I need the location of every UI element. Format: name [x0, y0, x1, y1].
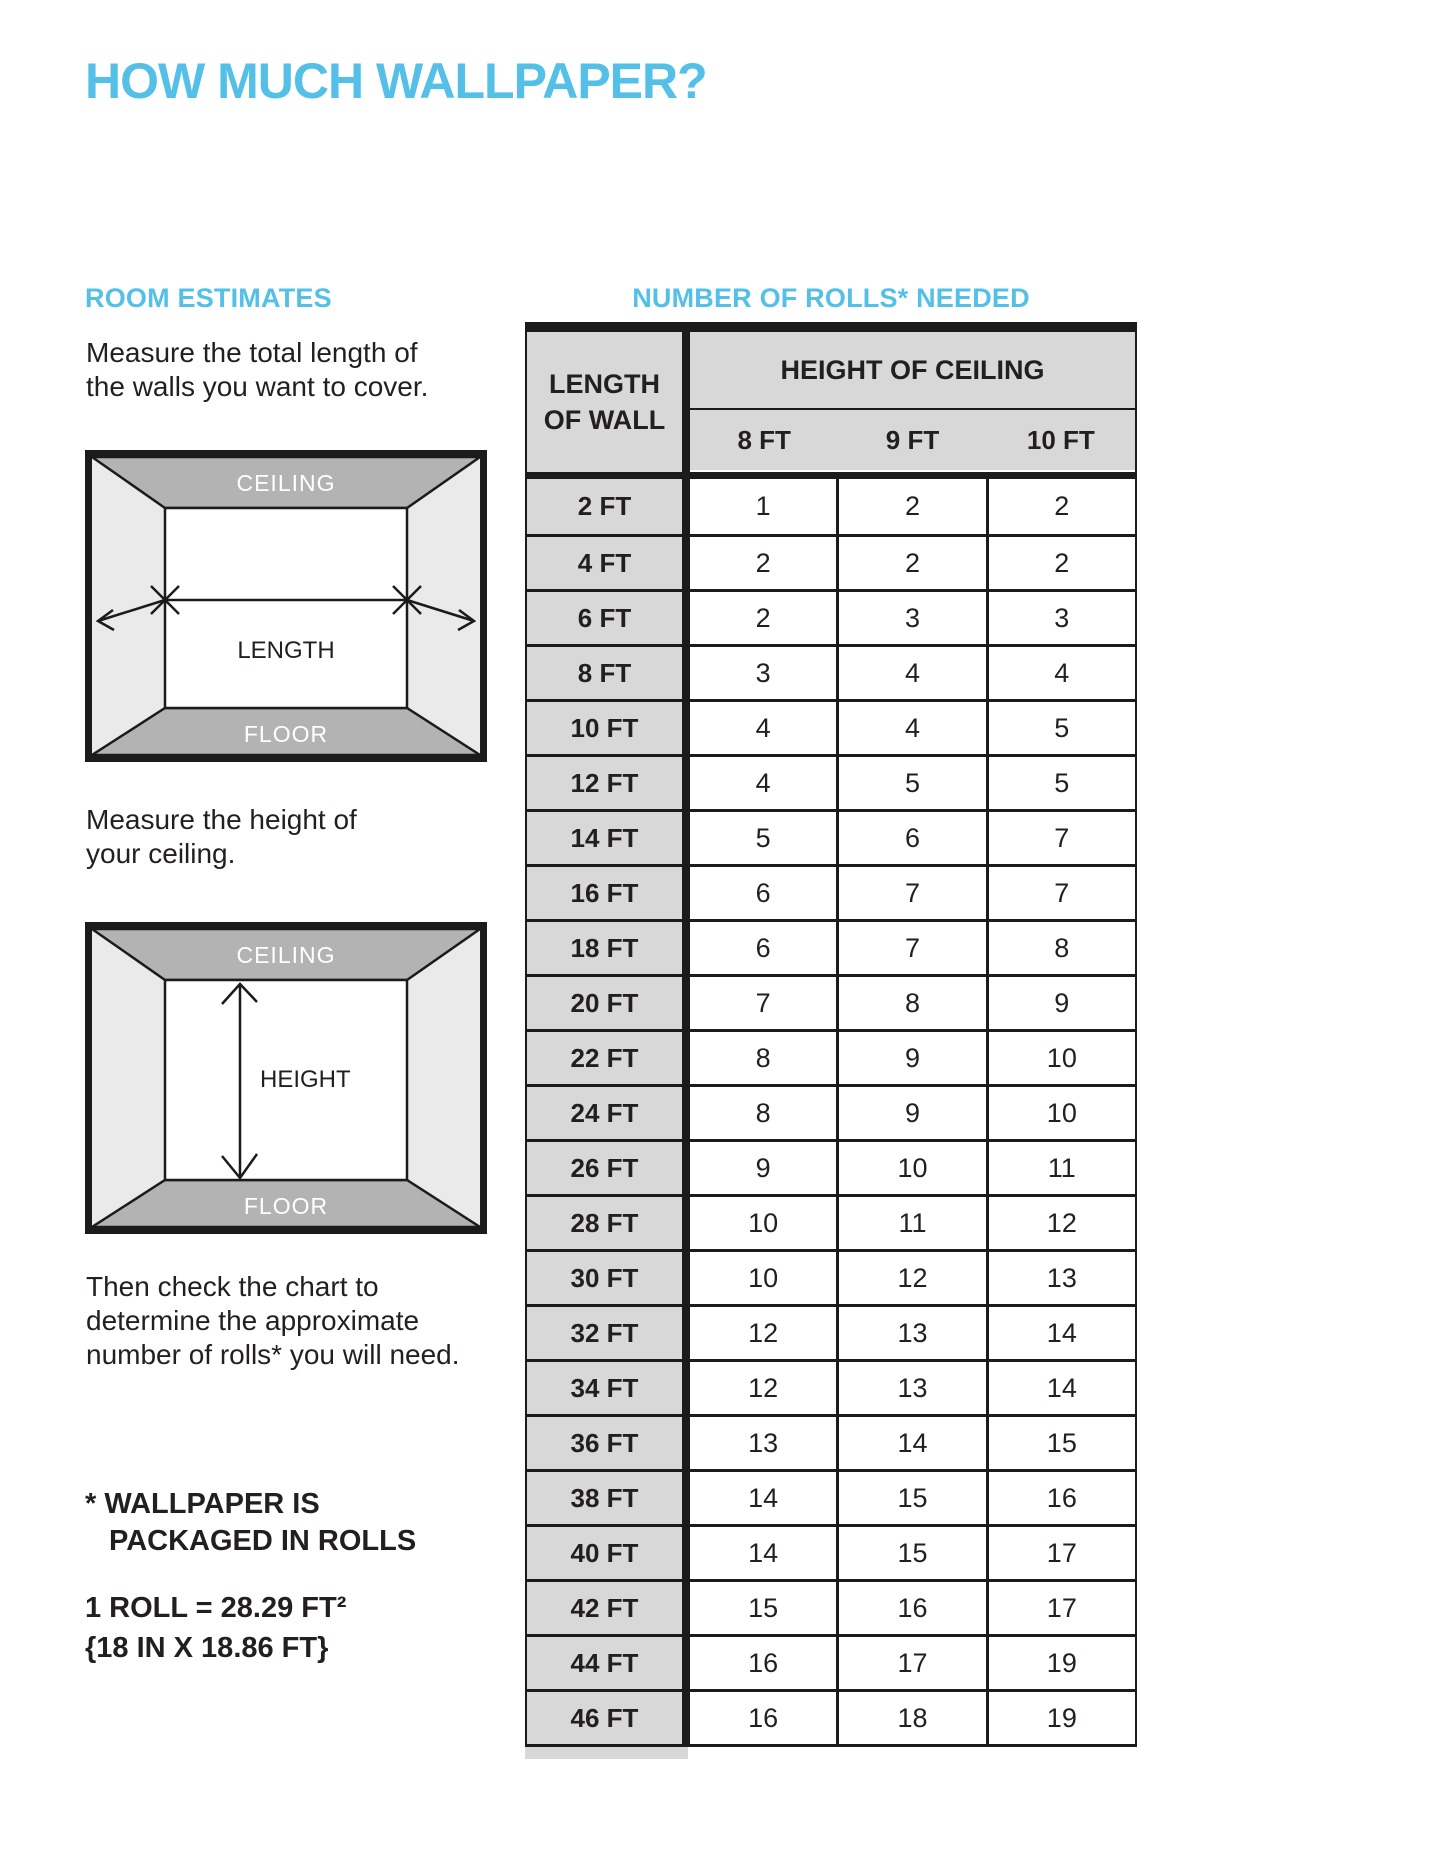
- rolls-value-cell: 16: [836, 1582, 985, 1634]
- column-divider-thick: [682, 1417, 690, 1469]
- rolls-value-cell: 2: [755, 547, 771, 578]
- table-row: [527, 1304, 1135, 1359]
- rolls-value-cell: 19: [986, 1637, 1135, 1689]
- rolls-value-cell: 4: [836, 702, 985, 754]
- table-row: [527, 699, 1135, 754]
- table-row: [527, 644, 1135, 699]
- table-bottom-strip: [525, 1747, 688, 1759]
- column-divider-thick: [682, 479, 690, 534]
- column-divider-thick: [682, 922, 690, 974]
- column-divider-thick: [682, 1527, 690, 1579]
- col-header-9ft: 9 FT: [885, 424, 940, 455]
- column-divider-thick: [682, 1142, 690, 1194]
- wall-length-cell: 42 FT: [527, 1582, 682, 1634]
- rolls-value-cell: 12: [748, 1317, 779, 1348]
- table-row: [527, 1359, 1135, 1414]
- wall-length-cell: 46 FT: [527, 1692, 682, 1744]
- rolls-value-cell: 14: [986, 1307, 1135, 1359]
- rolls-value-cell: 7: [836, 922, 985, 974]
- instruction-line: determine the approximate: [86, 1305, 420, 1336]
- rolls-value-cell: 4: [755, 712, 771, 743]
- table-row: [527, 754, 1135, 809]
- table-row: [527, 589, 1135, 644]
- wall-length-cell: 4 FT: [527, 537, 682, 589]
- table-row: [527, 1029, 1135, 1084]
- column-divider-thick: [682, 1197, 690, 1249]
- wall-length-cell: 22 FT: [527, 1032, 682, 1084]
- table-top-bar: [525, 322, 1137, 332]
- column-divider-thick: [682, 1637, 690, 1689]
- roll-area-line: 1 ROLL = 28.29 FT²: [85, 1592, 347, 1624]
- table-row: [527, 1689, 1135, 1744]
- column-divider-thick: [682, 1307, 690, 1359]
- rolls-value-cell: 14: [748, 1482, 779, 1513]
- length-of-wall-header-line: OF WALL: [543, 405, 666, 435]
- wall-length-cell: 6 FT: [527, 592, 682, 644]
- rolls-value-cell: 14: [986, 1362, 1135, 1414]
- page-title: HOW MUCH WALLPAPER?: [85, 53, 707, 109]
- column-divider-thick: [682, 332, 690, 472]
- column-divider-thick: [682, 977, 690, 1029]
- floor-label: FLOOR: [243, 721, 329, 747]
- rolls-value-cell: 7: [836, 867, 985, 919]
- rolls-value-cell: 2: [755, 602, 771, 633]
- wall-length-cell: 32 FT: [527, 1307, 682, 1359]
- column-divider-thick: [682, 1362, 690, 1414]
- length-of-wall-header-line: LENGTH: [549, 369, 660, 399]
- rolls-value-cell: 16: [748, 1702, 779, 1733]
- rolls-value-cell: 6: [836, 812, 985, 864]
- rolls-value-cell: 5: [986, 702, 1135, 754]
- wall-length-cell: 36 FT: [527, 1417, 682, 1469]
- ceiling-label: CEILING: [236, 942, 336, 968]
- rolls-value-cell: 9: [755, 1152, 771, 1183]
- rolls-value-cell: 7: [986, 867, 1135, 919]
- column-divider-thick: [682, 1582, 690, 1634]
- rolls-footnote: [85, 1486, 416, 1560]
- column-divider-thick: [682, 647, 690, 699]
- rolls-value-cell: 3: [755, 657, 771, 688]
- wall-length-cell: 28 FT: [527, 1197, 682, 1249]
- room-estimates-heading: ROOM ESTIMATES: [85, 283, 332, 313]
- rolls-value-cell: 16: [986, 1472, 1135, 1524]
- rolls-value-cell: 10: [748, 1207, 779, 1238]
- rolls-value-cell: 2: [986, 537, 1135, 589]
- column-divider-thick: [682, 537, 690, 589]
- instruction-line: the walls you want to cover.: [86, 371, 429, 402]
- rolls-value-cell: 8: [836, 977, 985, 1029]
- instruction-step-2: [86, 803, 357, 871]
- instruction-line: your ceiling.: [86, 838, 236, 869]
- column-divider-thick: [682, 867, 690, 919]
- table-row: [527, 1579, 1135, 1634]
- table-frame: [525, 332, 1137, 1747]
- column-divider-thick: [682, 1032, 690, 1084]
- table-row: [527, 1524, 1135, 1579]
- roll-size-info: [85, 1588, 346, 1668]
- rolls-value-cell: 9: [836, 1032, 985, 1084]
- wall-length-cell: 18 FT: [527, 922, 682, 974]
- column-divider-thick: [682, 1087, 690, 1139]
- rolls-value-cell: 9: [836, 1087, 985, 1139]
- column-divider-thick: [682, 1692, 690, 1744]
- roll-dimensions-line: {18 IN X 18.86 FT}: [85, 1632, 329, 1664]
- back-wall: [165, 508, 407, 708]
- table-row: [527, 1634, 1135, 1689]
- rolls-value-cell: 8: [986, 922, 1135, 974]
- rolls-value-cell: 5: [836, 757, 985, 809]
- table-row: [527, 974, 1135, 1029]
- col-header-10ft: 10 FT: [1026, 424, 1095, 455]
- rolls-value-cell: 2: [836, 537, 985, 589]
- wall-length-cell: 20 FT: [527, 977, 682, 1029]
- rolls-value-cell: 8: [755, 1097, 771, 1128]
- rolls-value-cell: 4: [836, 647, 985, 699]
- rolls-value-cell: 9: [986, 977, 1135, 1029]
- rolls-value-cell: 13: [986, 1252, 1135, 1304]
- rolls-value-cell: 19: [986, 1692, 1135, 1744]
- wall-length-cell: 30 FT: [527, 1252, 682, 1304]
- table-row: [527, 534, 1135, 589]
- instruction-line: Measure the total length of: [86, 337, 418, 368]
- wall-length-cell: 38 FT: [527, 1472, 682, 1524]
- wall-length-cell: 16 FT: [527, 867, 682, 919]
- rolls-value-cell: 14: [836, 1417, 985, 1469]
- rolls-value-cell: 10: [748, 1262, 779, 1293]
- table-header: [527, 332, 1135, 472]
- rolls-value-cell: 15: [748, 1592, 779, 1623]
- floor-label: FLOOR: [243, 1193, 329, 1219]
- table-row: [527, 1414, 1135, 1469]
- length-label: LENGTH: [237, 637, 335, 664]
- wall-length-cell: 40 FT: [527, 1527, 682, 1579]
- column-divider-thick: [682, 1472, 690, 1524]
- rolls-value-cell: 12: [836, 1252, 985, 1304]
- column-divider-thick: [682, 1252, 690, 1304]
- header-body-divider: [527, 472, 1135, 479]
- rolls-table: [525, 322, 1137, 1759]
- wall-length-cell: 10 FT: [527, 702, 682, 754]
- instruction-line: Measure the height of: [86, 804, 357, 835]
- instruction-line: number of rolls* you will need.: [86, 1339, 460, 1370]
- rolls-value-cell: 13: [748, 1427, 779, 1458]
- height-label: HEIGHT: [260, 1066, 351, 1093]
- rolls-value-cell: 15: [986, 1417, 1135, 1469]
- rolls-value-cell: 15: [836, 1527, 985, 1579]
- rolls-value-cell: 17: [986, 1582, 1135, 1634]
- column-divider-thick: [682, 592, 690, 644]
- wall-length-cell: 8 FT: [527, 647, 682, 699]
- rolls-value-cell: 1: [755, 491, 771, 521]
- rolls-value-cell: 2: [986, 479, 1135, 534]
- rolls-needed-heading: NUMBER OF ROLLS* NEEDED: [632, 283, 1030, 313]
- instruction-step-3: [86, 1270, 460, 1372]
- rolls-value-cell: 4: [986, 647, 1135, 699]
- wall-length-cell: 26 FT: [527, 1142, 682, 1194]
- rolls-value-cell: 17: [986, 1527, 1135, 1579]
- column-divider-thick: [682, 812, 690, 864]
- rolls-value-cell: 18: [836, 1692, 985, 1744]
- height-room-diagram: [85, 922, 487, 1234]
- rolls-value-cell: 2: [836, 479, 985, 534]
- table-body: [527, 479, 1135, 1744]
- ceiling-label: CEILING: [236, 470, 336, 496]
- wall-length-cell: 24 FT: [527, 1087, 682, 1139]
- footnote-line: PACKAGED IN ROLLS: [109, 1525, 417, 1557]
- table-row: [527, 1139, 1135, 1194]
- rolls-value-cell: 10: [836, 1142, 985, 1194]
- table-row: [527, 479, 1135, 534]
- rolls-value-cell: 13: [836, 1307, 985, 1359]
- instruction-step-1: [86, 336, 428, 404]
- instruction-line: Then check the chart to: [86, 1271, 379, 1302]
- rolls-value-cell: 10: [986, 1032, 1135, 1084]
- height-of-ceiling-header: HEIGHT OF CEILING: [690, 332, 1135, 410]
- rolls-value-cell: 5: [755, 822, 771, 853]
- column-divider-thick: [682, 702, 690, 754]
- rolls-value-cell: 16: [748, 1647, 779, 1678]
- table-row: [527, 1194, 1135, 1249]
- rolls-value-cell: 10: [986, 1087, 1135, 1139]
- rolls-value-cell: 5: [986, 757, 1135, 809]
- rolls-value-cell: 8: [755, 1042, 771, 1073]
- rolls-value-cell: 17: [836, 1637, 985, 1689]
- rolls-value-cell: 4: [755, 767, 771, 798]
- rolls-value-cell: 3: [836, 592, 985, 644]
- ceiling-height-subheaders: [690, 410, 1135, 470]
- length-room-diagram: [85, 450, 487, 762]
- wall-length-cell: 14 FT: [527, 812, 682, 864]
- wall-length-cell: 44 FT: [527, 1637, 682, 1689]
- rolls-value-cell: 15: [836, 1472, 985, 1524]
- rolls-value-cell: 12: [748, 1372, 779, 1403]
- rolls-value-cell: 6: [755, 932, 771, 963]
- rolls-value-cell: 7: [986, 812, 1135, 864]
- length-of-wall-header: [527, 332, 682, 472]
- table-row: [527, 1469, 1135, 1524]
- table-row: [527, 1084, 1135, 1139]
- column-divider-thick: [682, 757, 690, 809]
- ceiling-header-group: [690, 332, 1135, 472]
- wall-length-cell: 2 FT: [527, 479, 682, 534]
- rolls-value-cell: 11: [986, 1142, 1135, 1194]
- table-row: [527, 864, 1135, 919]
- rolls-value-cell: 14: [748, 1537, 779, 1568]
- table-row: [527, 919, 1135, 974]
- rolls-value-cell: 7: [755, 987, 771, 1018]
- rolls-value-cell: 3: [986, 592, 1135, 644]
- rolls-value-cell: 12: [986, 1197, 1135, 1249]
- rolls-value-cell: 11: [836, 1197, 985, 1249]
- wall-length-cell: 12 FT: [527, 757, 682, 809]
- wall-length-cell: 34 FT: [527, 1362, 682, 1414]
- col-header-8ft: 8 FT: [737, 424, 791, 455]
- table-row: [527, 1249, 1135, 1304]
- rolls-value-cell: 6: [755, 877, 771, 908]
- rolls-value-cell: 13: [836, 1362, 985, 1414]
- table-row: [527, 809, 1135, 864]
- footnote-line: * WALLPAPER IS: [85, 1488, 320, 1520]
